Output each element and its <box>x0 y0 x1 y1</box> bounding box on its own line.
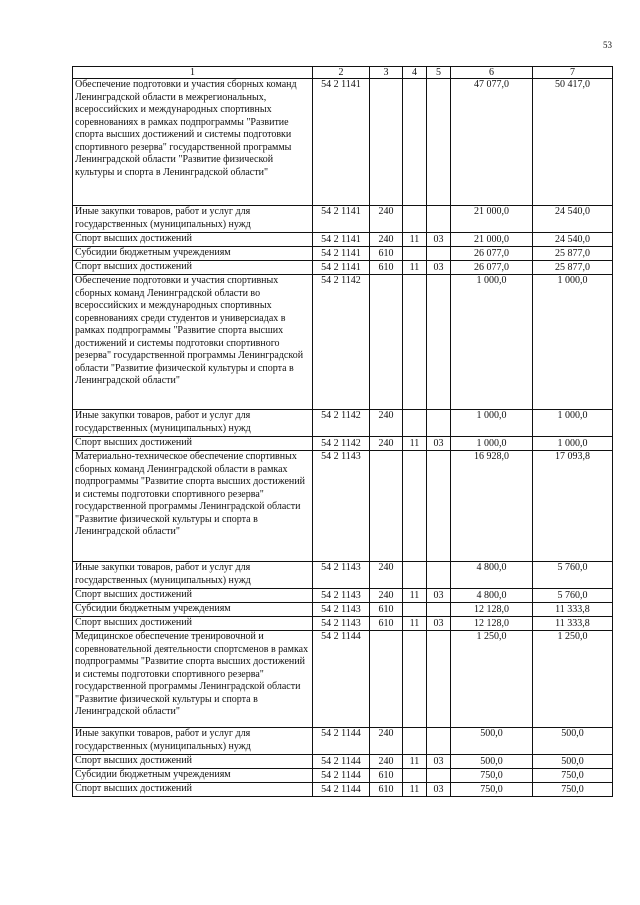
header-cell: 5 <box>427 67 451 79</box>
amount-year2-cell: 11 333,8 <box>533 603 613 617</box>
amount-year1-cell: 1 000,0 <box>451 410 533 437</box>
row-name-cell: Спорт высших достижений <box>73 755 313 769</box>
subsection-cell: 03 <box>427 783 451 797</box>
amount-year1-cell: 47 077,0 <box>451 79 533 206</box>
expense-type-cell <box>370 79 403 206</box>
budget-table <box>72 66 613 797</box>
amount-year2-cell: 24 540,0 <box>533 206 613 233</box>
section-cell <box>403 631 427 728</box>
page-number: 53 <box>603 40 612 50</box>
amount-year1-cell: 750,0 <box>451 769 533 783</box>
target-code-cell: 54 2 1142 <box>313 275 370 410</box>
amount-year1-cell: 26 077,0 <box>451 261 533 275</box>
amount-year2-cell: 24 540,0 <box>533 233 613 247</box>
amount-year2-cell: 750,0 <box>533 769 613 783</box>
subsection-cell: 03 <box>427 437 451 451</box>
amount-year1-cell: 16 928,0 <box>451 451 533 562</box>
subsection-cell <box>427 631 451 728</box>
table-row <box>73 783 613 797</box>
target-code-cell: 54 2 1141 <box>313 79 370 206</box>
table-row <box>73 451 613 562</box>
subsection-cell <box>427 728 451 755</box>
subsection-cell <box>427 206 451 233</box>
section-cell: 11 <box>403 589 427 603</box>
expense-type-cell: 240 <box>370 437 403 451</box>
subsection-cell <box>427 247 451 261</box>
section-cell <box>403 769 427 783</box>
expense-type-cell: 610 <box>370 603 403 617</box>
table-row <box>73 755 613 769</box>
target-code-cell: 54 2 1144 <box>313 769 370 783</box>
table-row <box>73 410 613 437</box>
section-cell: 11 <box>403 437 427 451</box>
expense-type-cell: 240 <box>370 410 403 437</box>
section-cell <box>403 275 427 410</box>
table-row <box>73 769 613 783</box>
section-cell: 11 <box>403 617 427 631</box>
amount-year1-cell: 21 000,0 <box>451 233 533 247</box>
row-name-cell: Иные закупки товаров, работ и услуг для государственных (муниципальных) нужд <box>73 206 313 233</box>
table-row <box>73 233 613 247</box>
header-cell: 4 <box>403 67 427 79</box>
amount-year1-cell: 750,0 <box>451 783 533 797</box>
row-name-cell: Субсидии бюджетным учреждениям <box>73 603 313 617</box>
section-cell <box>403 247 427 261</box>
amount-year2-cell: 25 877,0 <box>533 247 613 261</box>
amount-year2-cell: 1 000,0 <box>533 410 613 437</box>
table-row <box>73 617 613 631</box>
amount-year1-cell: 12 128,0 <box>451 603 533 617</box>
row-name-cell: Спорт высших достижений <box>73 437 313 451</box>
amount-year2-cell: 25 877,0 <box>533 261 613 275</box>
subsection-cell <box>427 79 451 206</box>
row-name-cell: Иные закупки товаров, работ и услуг для государственных (муниципальных) нужд <box>73 410 313 437</box>
expense-type-cell: 240 <box>370 562 403 589</box>
section-cell: 11 <box>403 755 427 769</box>
header-cell: 3 <box>370 67 403 79</box>
amount-year1-cell: 4 800,0 <box>451 589 533 603</box>
amount-year1-cell: 26 077,0 <box>451 247 533 261</box>
expense-type-cell: 240 <box>370 206 403 233</box>
subsection-cell <box>427 275 451 410</box>
section-cell <box>403 79 427 206</box>
header-cell: 6 <box>451 67 533 79</box>
section-cell <box>403 410 427 437</box>
table-row <box>73 247 613 261</box>
expense-type-cell: 610 <box>370 769 403 783</box>
expense-type-cell: 610 <box>370 783 403 797</box>
target-code-cell: 54 2 1141 <box>313 206 370 233</box>
amount-year2-cell: 1 000,0 <box>533 437 613 451</box>
subsection-cell <box>427 769 451 783</box>
row-name-cell: Спорт высших достижений <box>73 589 313 603</box>
table-row <box>73 437 613 451</box>
table-row <box>73 275 613 410</box>
section-cell <box>403 206 427 233</box>
amount-year1-cell: 1 000,0 <box>451 437 533 451</box>
row-name-cell: Субсидии бюджетным учреждениям <box>73 769 313 783</box>
target-code-cell: 54 2 1141 <box>313 261 370 275</box>
row-name-cell: Спорт высших достижений <box>73 783 313 797</box>
amount-year2-cell: 1 000,0 <box>533 275 613 410</box>
subsection-cell: 03 <box>427 589 451 603</box>
amount-year2-cell: 5 760,0 <box>533 562 613 589</box>
subsection-cell: 03 <box>427 617 451 631</box>
row-name-cell: Обеспечение подготовки и участия сборных команд Ленинградской области в межрегиональных, всероссийских и международных спортивных соревнованиях в рамках подпрограммы "Развитие спорта высших достижений и системы подготовки спортивного резерва" государственной программы Ленинградской области "Развитие физической культуры и спорта в Ленинградской области" <box>73 79 313 206</box>
amount-year1-cell: 1 000,0 <box>451 275 533 410</box>
header-row <box>73 67 613 79</box>
row-name-cell: Иные закупки товаров, работ и услуг для государственных (муниципальных) нужд <box>73 728 313 755</box>
section-cell: 11 <box>403 261 427 275</box>
row-name-cell: Обеспечение подготовки и участия спортивных сборных команд Ленинградской области во всероссийских и международных спортивных соревнованиях среди студентов и универсиадах в рамках подпрограммы "Развитие спорта высших достижений и системы подготовки спортивного резерва" государственной программы Ленинградской области "Развитие физической культуры и спорта в Ленинградской области" <box>73 275 313 410</box>
amount-year2-cell: 50 417,0 <box>533 79 613 206</box>
table-row <box>73 79 613 206</box>
subsection-cell: 03 <box>427 755 451 769</box>
target-code-cell: 54 2 1144 <box>313 783 370 797</box>
expense-type-cell: 610 <box>370 617 403 631</box>
expense-type-cell <box>370 275 403 410</box>
target-code-cell: 54 2 1142 <box>313 437 370 451</box>
section-cell <box>403 562 427 589</box>
section-cell: 11 <box>403 783 427 797</box>
amount-year2-cell: 11 333,8 <box>533 617 613 631</box>
target-code-cell: 54 2 1141 <box>313 233 370 247</box>
target-code-cell: 54 2 1144 <box>313 728 370 755</box>
target-code-cell: 54 2 1144 <box>313 755 370 769</box>
section-cell: 11 <box>403 233 427 247</box>
subsection-cell: 03 <box>427 261 451 275</box>
target-code-cell: 54 2 1143 <box>313 562 370 589</box>
table-row <box>73 631 613 728</box>
expense-type-cell: 610 <box>370 261 403 275</box>
table-row <box>73 589 613 603</box>
row-name-cell: Медицинское обеспечение тренировочной и соревновательной деятельности спортсменов в рамках подпрограммы "Развитие спорта высших достижений и системы подготовки спортивного резерва" государственной программы Ленинградской области "Развитие физической культуры и спорта в Ленинградской области" <box>73 631 313 728</box>
amount-year1-cell: 1 250,0 <box>451 631 533 728</box>
amount-year2-cell: 500,0 <box>533 728 613 755</box>
amount-year2-cell: 750,0 <box>533 783 613 797</box>
row-name-cell: Субсидии бюджетным учреждениям <box>73 247 313 261</box>
header-cell: 2 <box>313 67 370 79</box>
row-name-cell: Материально-техническое обеспечение спортивных сборных команд Ленинградской области в рамках подпрограммы "Развитие спорта высших достижений и системы подготовки спортивного резерва" государственной программы Ленинградской области "Развитие физической культуры и спорта в Ленинградской области" <box>73 451 313 562</box>
row-name-cell: Спорт высших достижений <box>73 261 313 275</box>
target-code-cell: 54 2 1144 <box>313 631 370 728</box>
target-code-cell: 54 2 1143 <box>313 589 370 603</box>
row-name-cell: Иные закупки товаров, работ и услуг для государственных (муниципальных) нужд <box>73 562 313 589</box>
row-name-cell: Спорт высших достижений <box>73 617 313 631</box>
amount-year2-cell: 1 250,0 <box>533 631 613 728</box>
subsection-cell: 03 <box>427 233 451 247</box>
section-cell <box>403 603 427 617</box>
target-code-cell: 54 2 1142 <box>313 410 370 437</box>
table-row <box>73 206 613 233</box>
section-cell <box>403 451 427 562</box>
amount-year2-cell: 5 760,0 <box>533 589 613 603</box>
expense-type-cell <box>370 451 403 562</box>
header-cell: 7 <box>533 67 613 79</box>
expense-type-cell: 240 <box>370 233 403 247</box>
subsection-cell <box>427 562 451 589</box>
subsection-cell <box>427 451 451 562</box>
table-row <box>73 603 613 617</box>
amount-year2-cell: 500,0 <box>533 755 613 769</box>
amount-year1-cell: 12 128,0 <box>451 617 533 631</box>
amount-year1-cell: 500,0 <box>451 755 533 769</box>
subsection-cell <box>427 410 451 437</box>
target-code-cell: 54 2 1143 <box>313 603 370 617</box>
row-name-cell: Спорт высших достижений <box>73 233 313 247</box>
expense-type-cell: 610 <box>370 247 403 261</box>
table-row <box>73 728 613 755</box>
amount-year1-cell: 21 000,0 <box>451 206 533 233</box>
target-code-cell: 54 2 1143 <box>313 617 370 631</box>
target-code-cell: 54 2 1143 <box>313 451 370 562</box>
expense-type-cell: 240 <box>370 755 403 769</box>
expense-type-cell: 240 <box>370 589 403 603</box>
subsection-cell <box>427 603 451 617</box>
table-row <box>73 562 613 589</box>
target-code-cell: 54 2 1141 <box>313 247 370 261</box>
amount-year1-cell: 500,0 <box>451 728 533 755</box>
expense-type-cell: 240 <box>370 728 403 755</box>
section-cell <box>403 728 427 755</box>
expense-type-cell <box>370 631 403 728</box>
header-cell: 1 <box>73 67 313 79</box>
table-row <box>73 261 613 275</box>
amount-year2-cell: 17 093,8 <box>533 451 613 562</box>
amount-year1-cell: 4 800,0 <box>451 562 533 589</box>
